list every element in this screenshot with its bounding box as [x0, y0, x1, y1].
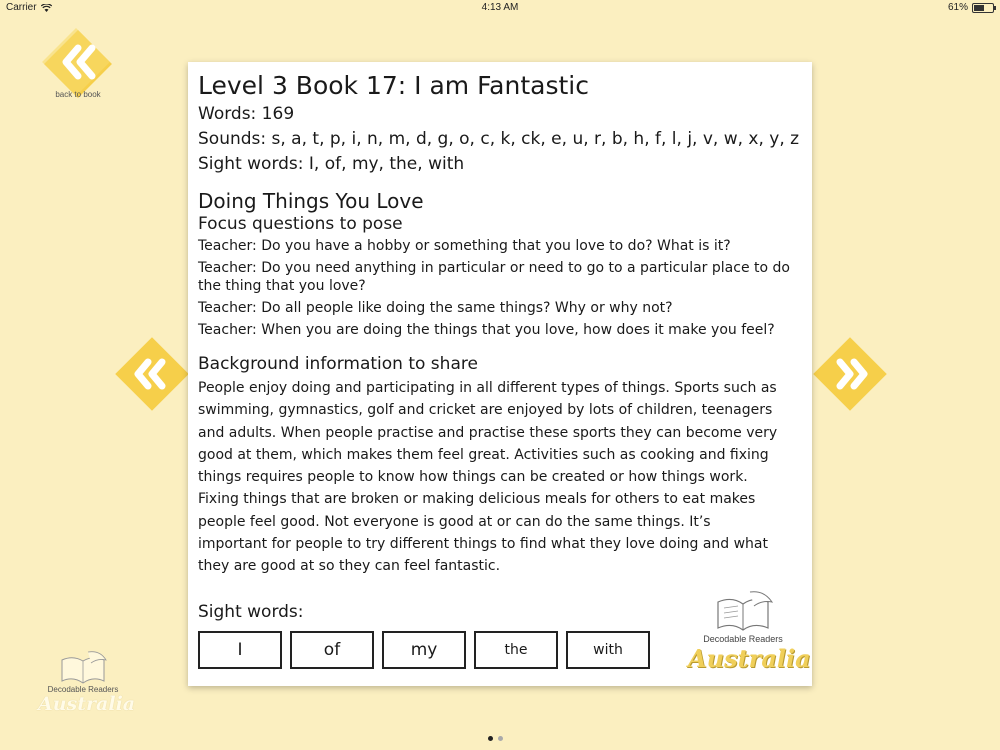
- corner-brand-line-2: Australia: [38, 693, 136, 715]
- carrier-info: [6, 2, 52, 13]
- topic-title: Doing Things You Love: [198, 189, 424, 213]
- page-indicator: [488, 736, 503, 741]
- sight-word-card-with[interactable]: with: [566, 631, 650, 669]
- sight-word-card-of[interactable]: of: [290, 631, 374, 669]
- wifi-icon: [41, 4, 52, 12]
- sounds-list: Sounds: s, a, t, p, i, n, m, d, g, o, c, k, ck, e, u, r, b, h, f, l, j, v, w, x, y, z: [198, 129, 800, 149]
- word-count: Words: 169: [198, 104, 295, 124]
- focus-question: Teacher: Do you need anything in particular or need to go to a particular place to do the thing that you love?: [198, 260, 790, 294]
- battery-percent: 61%: [947, 2, 968, 13]
- double-chevron-left-icon: [112, 334, 192, 414]
- brand-line-1: Decodable Readers: [703, 634, 783, 644]
- book-logo-icon: [688, 588, 798, 636]
- brand-logo: [688, 588, 811, 678]
- sight-words-line: Sight words: I, of, my, the, with: [198, 154, 465, 174]
- battery-icon: [972, 3, 994, 13]
- battery-info: [948, 2, 994, 13]
- next-page-button[interactable]: [810, 334, 890, 414]
- focus-question: Teacher: When you are doing the things that you love, how does it make you feel?: [198, 322, 775, 338]
- sight-word-card-the[interactable]: the: [474, 631, 558, 669]
- corner-brand-line-1: Decodable Readers: [47, 685, 119, 694]
- corner-brand-logo: [38, 648, 136, 718]
- teacher-notes-card: [188, 62, 812, 686]
- focus-question: Teacher: Do you have a hobby or something that you love to do? What is it?: [198, 238, 731, 254]
- page-dot-1[interactable]: [488, 736, 493, 741]
- book-logo-icon: [38, 648, 128, 688]
- battery-fill: [974, 5, 984, 11]
- page-dot-2[interactable]: [498, 736, 503, 741]
- clock: 4:13 AM: [481, 2, 519, 13]
- double-chevron-right-icon: [810, 334, 890, 414]
- carrier-label: Carrier: [6, 2, 37, 13]
- book-title: Level 3 Book 17: I am Fantastic: [198, 71, 589, 100]
- focus-question: Teacher: Do all people like doing the same things? Why or why not?: [198, 300, 673, 316]
- sight-word-card-my[interactable]: my: [382, 631, 466, 669]
- focus-questions-title: Focus questions to pose: [198, 214, 403, 234]
- sight-words-cards: [198, 631, 650, 669]
- sight-words-label: Sight words:: [198, 602, 304, 622]
- background-info-title: Background information to share: [198, 354, 478, 374]
- brand-line-2: Australia: [688, 644, 811, 673]
- sight-word-card-i[interactable]: I: [198, 631, 282, 669]
- status-bar: [0, 0, 1000, 16]
- previous-page-button[interactable]: [112, 334, 192, 414]
- background-info-text: People enjoy doing and participating in all different types of things. Sports such as swimming, gymnastics, golf and cricket are enjoyed by lots of children, teenagers and adults. When people practise and practise these sports they can become very good at them, which makes them feel great. Activities such as cooking and fixing things requires people to know how things can be created or how things work. Fixing things that are broken or making delicious meals for others to eat makes people feel good. Not everyone is good at or can do the same things. It’s important for people to try different things to find what they love doing and what they are good at so they can feel fantastic.: [198, 380, 778, 575]
- back-to-book-label[interactable]: back to book: [55, 90, 101, 99]
